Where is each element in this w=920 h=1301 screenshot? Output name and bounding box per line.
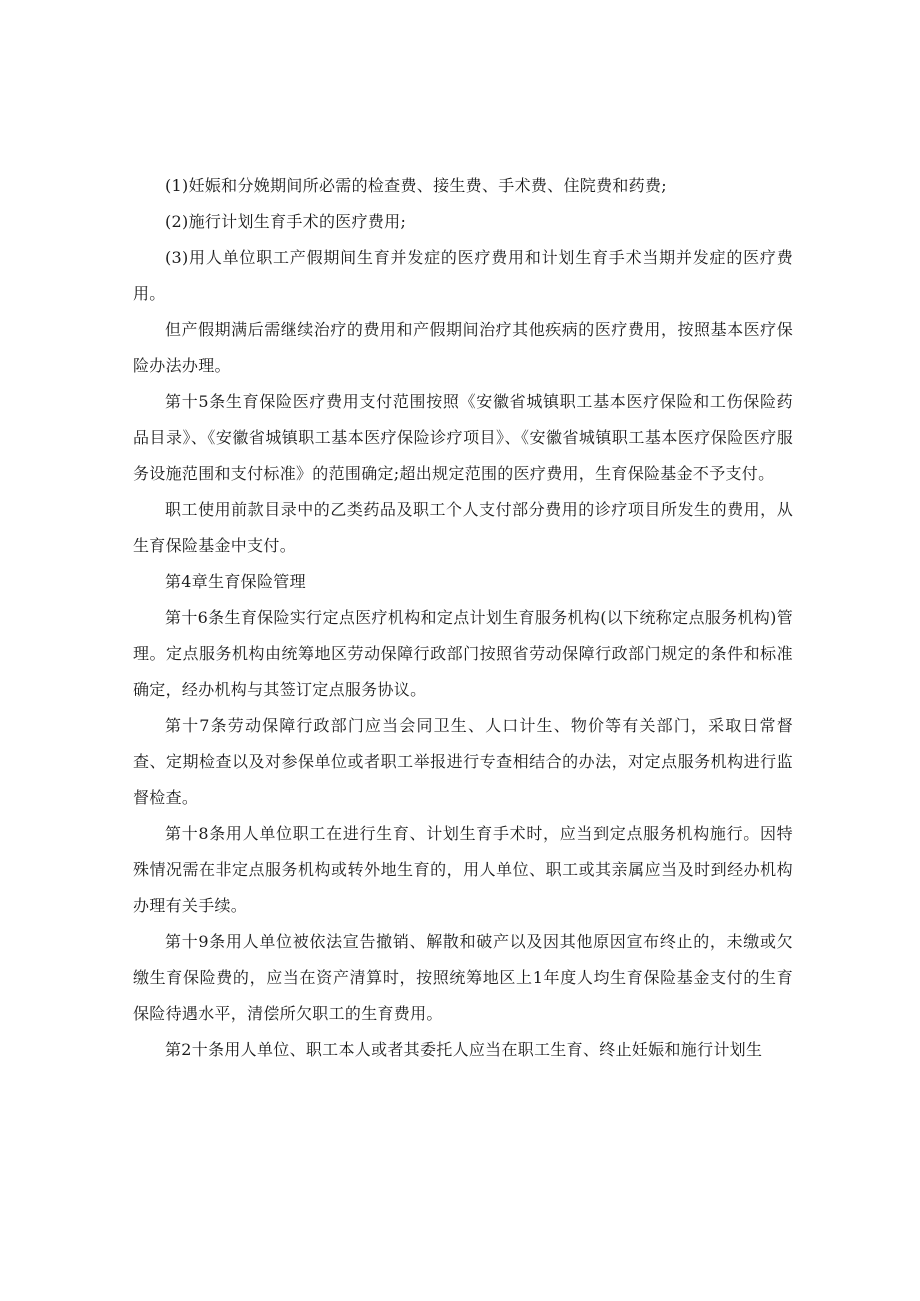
paragraph-class-b-drugs: 职工使用前款目录中的乙类药品及职工个人支付部分费用的诊疗项目所发生的费用，从生育保险基金中支付。 — [133, 500, 793, 555]
paragraph-article-19: 第十9条用人单位被依法宣告撤销、解散和破产以及因其他原因宣布终止的，未缴或欠缴生育保险费的，应当在资产清算时，按照统筹地区上1年度人均生育保险基金支付的生育保险待遇水平，清偿所欠职工的生育费用。 — [133, 932, 793, 1023]
paragraph-article-16: 第十6条生育保险实行定点医疗机构和定点计划生育服务机构(以下统称定点服务机构)管理。定点服务机构由统筹地区劳动保障行政部门按照省劳动保障行政部门规定的条件和标准确定，经办机构与其签订定点服务协议。 — [133, 608, 793, 699]
paragraph-article-17: 第十7条劳动保障行政部门应当会同卫生、人口计生、物价等有关部门，采取日常督查、定期检查以及对参保单位或者职工举报进行专查相结合的办法，对定点服务机构进行监督检查。 — [133, 716, 793, 807]
paragraph-article-18: 第十8条用人单位职工在进行生育、计划生育手术时，应当到定点服务机构施行。因特殊情况需在非定点服务机构或转外地生育的，用人单位、职工或其亲属应当及时到经办机构办理有关手续。 — [133, 824, 793, 915]
document-body — [133, 168, 793, 1068]
paragraph-item-2-family-planning-costs: (2)施行计划生育手术的医疗费用; — [165, 212, 407, 231]
paragraph-article-20: 第2十条用人单位、职工本人或者其委托人应当在职工生育、终止妊娠和施行计划生 — [165, 1040, 763, 1059]
paragraph-item-3-complication-costs: (3)用人单位职工产假期间生育并发症的医疗费用和计划生育手术当期并发症的医疗费用。 — [133, 248, 793, 303]
chapter-heading-4: 第4章生育保险管理 — [165, 572, 306, 591]
paragraph-article-15: 第十5条生育保险医疗费用支付范围按照《安徽省城镇职工基本医疗保险和工伤保险药品目录》、《安徽省城镇职工基本医疗保险诊疗项目》、《安徽省城镇职工基本医疗保险医疗服务设施范围和支付标准》的范围确定;超出规定范围的医疗费用，生育保险基金不予支付。 — [133, 392, 793, 483]
paragraph-item-1-prenatal-costs: (1)妊娠和分娩期间所必需的检查费、接生费、手术费、住院费和药费; — [165, 176, 667, 195]
paragraph-post-leave-treatment: 但产假期满后需继续治疗的费用和产假期间治疗其他疾病的医疗费用，按照基本医疗保险办法办理。 — [133, 320, 793, 375]
